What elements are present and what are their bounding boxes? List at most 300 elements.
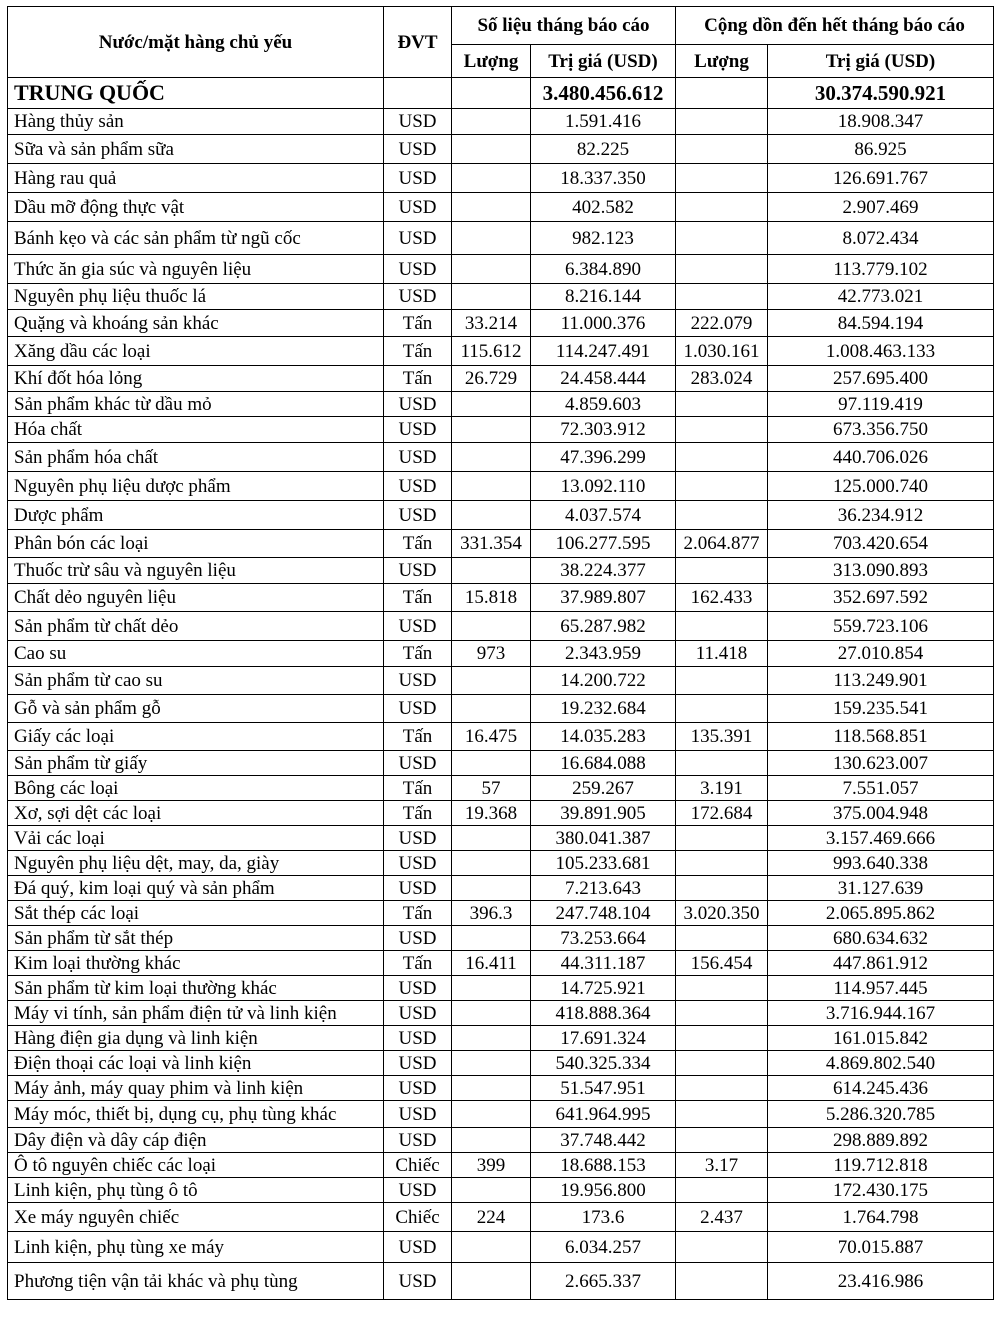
- month-qty: [452, 417, 531, 443]
- item-unit: USD: [384, 472, 452, 501]
- table-row: [8, 1128, 994, 1153]
- cumulative-value: 125.000.740: [768, 472, 994, 501]
- cumulative-qty: [676, 851, 768, 876]
- table-row: [8, 1178, 994, 1203]
- table-row: [8, 1051, 994, 1076]
- month-value: 18.688.153: [531, 1153, 676, 1178]
- item-name: Sản phẩm từ sắt thép: [8, 926, 384, 951]
- cumulative-qty: [676, 164, 768, 193]
- item-unit: USD: [384, 851, 452, 876]
- table-row: [8, 284, 994, 310]
- table-row: [8, 135, 994, 164]
- item-name: Bánh kẹo và các sản phẩm từ ngũ cốc: [8, 222, 384, 255]
- month-value: 7.213.643: [531, 876, 676, 901]
- trade-table: [7, 6, 994, 1300]
- item-name: Máy vi tính, sản phẩm điện tử và linh kiện: [8, 1001, 384, 1026]
- cumulative-qty: 222.079: [676, 310, 768, 337]
- month-qty: [452, 255, 531, 284]
- item-name: Dược phẩm: [8, 501, 384, 530]
- item-unit: USD: [384, 443, 452, 472]
- cumulative-value: 447.861.912: [768, 951, 994, 976]
- cumulative-value: 36.234.912: [768, 501, 994, 530]
- cumulative-value: 126.691.767: [768, 164, 994, 193]
- item-name: Cao su: [8, 641, 384, 667]
- table-row: [8, 776, 994, 801]
- header-month-qty: Lượng: [452, 45, 531, 78]
- cumulative-value: 680.634.632: [768, 926, 994, 951]
- country-row: [8, 78, 994, 109]
- item-name: Sản phẩm khác từ dầu mỏ: [8, 392, 384, 417]
- month-value: 14.035.283: [531, 723, 676, 751]
- month-value: 24.458.444: [531, 366, 676, 392]
- table-row: [8, 751, 994, 776]
- cumulative-value: 3.157.469.666: [768, 826, 994, 851]
- month-value: 39.891.905: [531, 801, 676, 826]
- item-unit: Chiếc: [384, 1153, 452, 1178]
- cumulative-qty: [676, 695, 768, 723]
- header-month-value: Trị giá (USD): [531, 45, 676, 78]
- month-qty: 396.3: [452, 901, 531, 926]
- table-row: [8, 366, 994, 392]
- item-unit: USD: [384, 135, 452, 164]
- cumulative-value: 119.712.818: [768, 1153, 994, 1178]
- cumulative-value: 97.119.419: [768, 392, 994, 417]
- item-unit: USD: [384, 695, 452, 723]
- item-unit: Tấn: [384, 530, 452, 558]
- month-value: 73.253.664: [531, 926, 676, 951]
- cumulative-qty: [676, 392, 768, 417]
- item-name: Khí đốt hóa lỏng: [8, 366, 384, 392]
- month-value: 8.216.144: [531, 284, 676, 310]
- month-qty: [452, 1026, 531, 1051]
- table-row: [8, 501, 994, 530]
- item-name: Kim loại thường khác: [8, 951, 384, 976]
- month-value: 6.384.890: [531, 255, 676, 284]
- table-row: [8, 443, 994, 472]
- item-name: Điện thoại các loại và linh kiện: [8, 1051, 384, 1076]
- month-qty: [452, 926, 531, 951]
- cumulative-qty: 3.020.350: [676, 901, 768, 926]
- cumulative-qty: [676, 1263, 768, 1300]
- item-name: Chất dẻo nguyên liệu: [8, 584, 384, 612]
- cumulative-qty: 162.433: [676, 584, 768, 612]
- month-qty: [452, 443, 531, 472]
- month-value: 44.311.187: [531, 951, 676, 976]
- month-qty: [452, 1263, 531, 1300]
- item-name: Giấy các loại: [8, 723, 384, 751]
- month-qty: [452, 1178, 531, 1203]
- cumulative-value: 5.286.320.785: [768, 1101, 994, 1128]
- cumulative-value: 84.594.194: [768, 310, 994, 337]
- month-value: 37.989.807: [531, 584, 676, 612]
- item-unit: USD: [384, 1026, 452, 1051]
- cumulative-value: 27.010.854: [768, 641, 994, 667]
- item-unit: USD: [384, 222, 452, 255]
- month-value: 4.859.603: [531, 392, 676, 417]
- month-value: 51.547.951: [531, 1076, 676, 1101]
- cumulative-qty: [676, 501, 768, 530]
- item-unit: USD: [384, 164, 452, 193]
- table-row: [8, 926, 994, 951]
- cumulative-qty: [676, 751, 768, 776]
- cumulative-qty: [676, 976, 768, 1001]
- month-qty: [452, 976, 531, 1001]
- month-qty: 973: [452, 641, 531, 667]
- cumulative-value: 1.764.798: [768, 1203, 994, 1232]
- table-row: [8, 1026, 994, 1051]
- header-item: Nước/mặt hàng chủ yếu: [8, 7, 384, 78]
- table-row: [8, 310, 994, 337]
- month-value: 2.665.337: [531, 1263, 676, 1300]
- month-qty: 331.354: [452, 530, 531, 558]
- month-qty: 399: [452, 1153, 531, 1178]
- month-qty: [452, 284, 531, 310]
- item-unit: USD: [384, 1076, 452, 1101]
- cumulative-qty: [676, 876, 768, 901]
- cumulative-qty: [676, 443, 768, 472]
- cumulative-value: 352.697.592: [768, 584, 994, 612]
- month-qty: 16.475: [452, 723, 531, 751]
- country-unit: [384, 78, 452, 109]
- table-row: [8, 826, 994, 851]
- month-qty: [452, 1001, 531, 1026]
- month-qty: 224: [452, 1203, 531, 1232]
- cumulative-qty: 2.437: [676, 1203, 768, 1232]
- month-value: 105.233.681: [531, 851, 676, 876]
- month-value: 4.037.574: [531, 501, 676, 530]
- cumulative-value: 673.356.750: [768, 417, 994, 443]
- cumulative-qty: [676, 193, 768, 222]
- cumulative-value: 614.245.436: [768, 1076, 994, 1101]
- item-name: Máy ảnh, máy quay phim và linh kiện: [8, 1076, 384, 1101]
- table-row: [8, 1101, 994, 1128]
- month-qty: [452, 472, 531, 501]
- month-value: 37.748.442: [531, 1128, 676, 1153]
- item-name: Nguyên phụ liệu dược phẩm: [8, 472, 384, 501]
- table-row: [8, 976, 994, 1001]
- cumulative-qty: 156.454: [676, 951, 768, 976]
- item-unit: USD: [384, 392, 452, 417]
- item-unit: USD: [384, 976, 452, 1001]
- item-unit: Tấn: [384, 801, 452, 826]
- item-unit: USD: [384, 876, 452, 901]
- item-unit: Tấn: [384, 776, 452, 801]
- item-name: Linh kiện, phụ tùng xe máy: [8, 1232, 384, 1263]
- item-name: Quặng và khoáng sản khác: [8, 310, 384, 337]
- month-qty: [452, 667, 531, 695]
- item-unit: USD: [384, 1051, 452, 1076]
- item-name: Sắt thép các loại: [8, 901, 384, 926]
- cumulative-qty: 3.191: [676, 776, 768, 801]
- item-name: Dầu mỡ động thực vật: [8, 193, 384, 222]
- table-row: [8, 392, 994, 417]
- table-row: [8, 1203, 994, 1232]
- month-qty: [452, 501, 531, 530]
- item-unit: Tấn: [384, 641, 452, 667]
- month-value: 11.000.376: [531, 310, 676, 337]
- month-qty: [452, 558, 531, 584]
- cumulative-value: 130.623.007: [768, 751, 994, 776]
- item-unit: USD: [384, 1263, 452, 1300]
- month-value: 173.6: [531, 1203, 676, 1232]
- month-qty: 26.729: [452, 366, 531, 392]
- month-value: 641.964.995: [531, 1101, 676, 1128]
- cumulative-qty: [676, 255, 768, 284]
- month-value: 18.337.350: [531, 164, 676, 193]
- item-name: Sản phẩm từ chất dẻo: [8, 612, 384, 641]
- country-name: TRUNG QUỐC: [8, 78, 384, 109]
- table-row: [8, 530, 994, 558]
- table-row: [8, 164, 994, 193]
- cumulative-value: 313.090.893: [768, 558, 994, 584]
- month-value: 16.684.088: [531, 751, 676, 776]
- month-value: 247.748.104: [531, 901, 676, 926]
- month-value: 14.200.722: [531, 667, 676, 695]
- table-row: [8, 667, 994, 695]
- table-row: [8, 901, 994, 926]
- month-qty: [452, 876, 531, 901]
- cumulative-value: 86.925: [768, 135, 994, 164]
- cumulative-qty: 11.418: [676, 641, 768, 667]
- month-value: 19.232.684: [531, 695, 676, 723]
- table-row: [8, 695, 994, 723]
- cumulative-value: 42.773.021: [768, 284, 994, 310]
- cumulative-qty: 172.684: [676, 801, 768, 826]
- cumulative-value: 375.004.948: [768, 801, 994, 826]
- cumulative-qty: [676, 558, 768, 584]
- cumulative-qty: 283.024: [676, 366, 768, 392]
- trade-table-sheet: [7, 6, 994, 1300]
- item-unit: Tấn: [384, 337, 452, 366]
- item-unit: Chiếc: [384, 1203, 452, 1232]
- cumulative-value: 1.008.463.133: [768, 337, 994, 366]
- cumulative-value: 703.420.654: [768, 530, 994, 558]
- month-value: 540.325.334: [531, 1051, 676, 1076]
- header-cumulative-qty: Lượng: [676, 45, 768, 78]
- item-unit: Tấn: [384, 901, 452, 926]
- table-row: [8, 193, 994, 222]
- item-name: Linh kiện, phụ tùng ô tô: [8, 1178, 384, 1203]
- cumulative-value: 2.065.895.862: [768, 901, 994, 926]
- month-qty: [452, 695, 531, 723]
- table-row: [8, 222, 994, 255]
- cumulative-qty: [676, 1232, 768, 1263]
- month-value: 2.343.959: [531, 641, 676, 667]
- cumulative-value: 161.015.842: [768, 1026, 994, 1051]
- cumulative-value: 559.723.106: [768, 612, 994, 641]
- table-row: [8, 109, 994, 135]
- cumulative-qty: [676, 1026, 768, 1051]
- month-value: 106.277.595: [531, 530, 676, 558]
- cumulative-qty: [676, 284, 768, 310]
- cumulative-qty: [676, 1101, 768, 1128]
- item-unit: USD: [384, 826, 452, 851]
- table-row: [8, 337, 994, 366]
- item-name: Hàng rau quả: [8, 164, 384, 193]
- item-unit: USD: [384, 1232, 452, 1263]
- month-qty: [452, 1128, 531, 1153]
- cumulative-qty: [676, 1178, 768, 1203]
- item-unit: USD: [384, 612, 452, 641]
- table-row: [8, 1076, 994, 1101]
- month-value: 259.267: [531, 776, 676, 801]
- item-name: Bông các loại: [8, 776, 384, 801]
- table-row: [8, 876, 994, 901]
- month-value: 6.034.257: [531, 1232, 676, 1263]
- header-cumulative-group: Cộng dồn đến hết tháng báo cáo: [676, 7, 994, 45]
- cumulative-qty: 3.17: [676, 1153, 768, 1178]
- cumulative-qty: [676, 1001, 768, 1026]
- month-qty: [452, 1051, 531, 1076]
- item-name: Gỗ và sản phẩm gỗ: [8, 695, 384, 723]
- month-value: 38.224.377: [531, 558, 676, 584]
- table-row: [8, 1153, 994, 1178]
- month-value: 114.247.491: [531, 337, 676, 366]
- month-value: 19.956.800: [531, 1178, 676, 1203]
- cumulative-value: 31.127.639: [768, 876, 994, 901]
- item-name: Thuốc trừ sâu và nguyên liệu: [8, 558, 384, 584]
- cumulative-value: 113.249.901: [768, 667, 994, 695]
- item-name: Phân bón các loại: [8, 530, 384, 558]
- cumulative-value: 440.706.026: [768, 443, 994, 472]
- item-name: Xăng dầu các loại: [8, 337, 384, 366]
- month-qty: [452, 392, 531, 417]
- cumulative-qty: [676, 926, 768, 951]
- item-unit: USD: [384, 417, 452, 443]
- cumulative-qty: [676, 1076, 768, 1101]
- cumulative-qty: [676, 1128, 768, 1153]
- item-name: Thức ăn gia súc và nguyên liệu: [8, 255, 384, 284]
- item-name: Nguyên phụ liệu thuốc lá: [8, 284, 384, 310]
- cumulative-qty: 1.030.161: [676, 337, 768, 366]
- cumulative-value: 993.640.338: [768, 851, 994, 876]
- cumulative-value: 8.072.434: [768, 222, 994, 255]
- item-name: Sản phẩm từ giấy: [8, 751, 384, 776]
- month-qty: 19.368: [452, 801, 531, 826]
- table-row: [8, 1232, 994, 1263]
- cumulative-qty: 2.064.877: [676, 530, 768, 558]
- item-name: Sản phẩm hóa chất: [8, 443, 384, 472]
- cumulative-qty: [676, 612, 768, 641]
- month-qty: 16.411: [452, 951, 531, 976]
- cumulative-qty: 135.391: [676, 723, 768, 751]
- item-name: Máy móc, thiết bị, dụng cụ, phụ tùng khác: [8, 1101, 384, 1128]
- item-name: Sữa và sản phẩm sữa: [8, 135, 384, 164]
- cumulative-value: 118.568.851: [768, 723, 994, 751]
- item-name: Xơ, sợi dệt các loại: [8, 801, 384, 826]
- item-name: Ô tô nguyên chiếc các loại: [8, 1153, 384, 1178]
- item-unit: USD: [384, 1001, 452, 1026]
- cumulative-value: 7.551.057: [768, 776, 994, 801]
- cumulative-qty: [676, 109, 768, 135]
- month-value: 47.396.299: [531, 443, 676, 472]
- cumulative-qty: [676, 472, 768, 501]
- item-unit: USD: [384, 667, 452, 695]
- cumulative-qty: [676, 826, 768, 851]
- cumulative-value: 70.015.887: [768, 1232, 994, 1263]
- month-value: 982.123: [531, 222, 676, 255]
- cumulative-value: 159.235.541: [768, 695, 994, 723]
- month-value: 72.303.912: [531, 417, 676, 443]
- cumulative-qty: [676, 1051, 768, 1076]
- table-row: [8, 851, 994, 876]
- month-value: 418.888.364: [531, 1001, 676, 1026]
- month-value: 402.582: [531, 193, 676, 222]
- cumulative-value: 257.695.400: [768, 366, 994, 392]
- cumulative-value: 4.869.802.540: [768, 1051, 994, 1076]
- item-name: Sản phẩm từ kim loại thường khác: [8, 976, 384, 1001]
- item-name: Hàng thủy sản: [8, 109, 384, 135]
- month-value: 82.225: [531, 135, 676, 164]
- item-name: Xe máy nguyên chiếc: [8, 1203, 384, 1232]
- header-month-group: Số liệu tháng báo cáo: [452, 7, 676, 45]
- table-row: [8, 951, 994, 976]
- header-unit: ĐVT: [384, 7, 452, 78]
- cumulative-qty: [676, 667, 768, 695]
- item-unit: USD: [384, 1178, 452, 1203]
- item-name: Sản phẩm từ cao su: [8, 667, 384, 695]
- month-qty: [452, 1101, 531, 1128]
- item-unit: USD: [384, 284, 452, 310]
- month-qty: [452, 851, 531, 876]
- country-cumulative-value: 30.374.590.921: [768, 78, 994, 109]
- cumulative-qty: [676, 135, 768, 164]
- cumulative-value: 113.779.102: [768, 255, 994, 284]
- item-name: Nguyên phụ liệu dệt, may, da, giày: [8, 851, 384, 876]
- item-name: Hóa chất: [8, 417, 384, 443]
- cumulative-value: 172.430.175: [768, 1178, 994, 1203]
- table-row: [8, 472, 994, 501]
- month-value: 380.041.387: [531, 826, 676, 851]
- cumulative-value: 18.908.347: [768, 109, 994, 135]
- month-qty: 15.818: [452, 584, 531, 612]
- cumulative-qty: [676, 417, 768, 443]
- month-qty: [452, 751, 531, 776]
- table-row: [8, 1263, 994, 1300]
- cumulative-qty: [676, 222, 768, 255]
- item-unit: USD: [384, 255, 452, 284]
- item-unit: Tấn: [384, 366, 452, 392]
- month-qty: [452, 612, 531, 641]
- item-unit: Tấn: [384, 584, 452, 612]
- table-row: [8, 558, 994, 584]
- table-row: [8, 584, 994, 612]
- table-row: [8, 417, 994, 443]
- country-month-value: 3.480.456.612: [531, 78, 676, 109]
- item-name: Dây điện và dây cáp điện: [8, 1128, 384, 1153]
- table-row: [8, 723, 994, 751]
- month-qty: [452, 164, 531, 193]
- item-unit: USD: [384, 193, 452, 222]
- month-value: 13.092.110: [531, 472, 676, 501]
- month-value: 65.287.982: [531, 612, 676, 641]
- table-row: [8, 801, 994, 826]
- item-unit: USD: [384, 109, 452, 135]
- country-month-qty: [452, 78, 531, 109]
- item-unit: Tấn: [384, 951, 452, 976]
- item-name: Vải các loại: [8, 826, 384, 851]
- month-qty: [452, 222, 531, 255]
- cumulative-value: 298.889.892: [768, 1128, 994, 1153]
- month-value: 14.725.921: [531, 976, 676, 1001]
- cumulative-value: 23.416.986: [768, 1263, 994, 1300]
- table-row: [8, 612, 994, 641]
- month-value: 1.591.416: [531, 109, 676, 135]
- item-name: Hàng điện gia dụng và linh kiện: [8, 1026, 384, 1051]
- month-qty: [452, 109, 531, 135]
- month-qty: 33.214: [452, 310, 531, 337]
- item-name: Phương tiện vận tải khác và phụ tùng: [8, 1263, 384, 1300]
